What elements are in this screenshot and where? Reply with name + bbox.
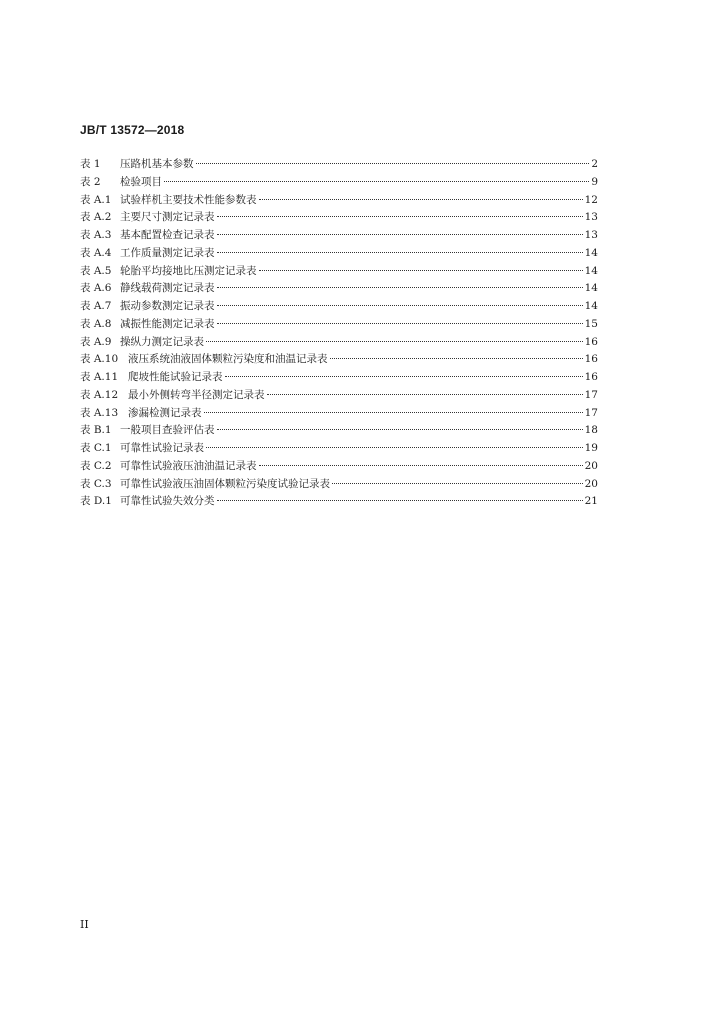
toc-entry[interactable] (80, 491, 598, 509)
toc-entry-number: 表 A.6 (80, 282, 112, 295)
toc-leader-dots (196, 151, 590, 164)
toc-entry-number: 表 A.7 (80, 300, 112, 312)
toc-leader-dots (217, 204, 583, 217)
toc-entry-title: 操纵力测定记录表 (120, 335, 204, 348)
toc-entry-title: 一般项目查验评估表 (120, 424, 215, 437)
standard-code: JB/T 13572—2018 (80, 123, 185, 137)
toc-entry-title: 试验样机主要技术性能参数表 (120, 193, 257, 206)
toc-leader-dots (259, 258, 583, 271)
toc-entry-title: 可靠性试验记录表 (120, 442, 204, 454)
toc-entry-number: 表 A.2 (80, 211, 112, 224)
toc-entry-page: 14 (584, 282, 598, 295)
toc-entry-title: 液压系统油液固体颗粒污染度和油温记录表 (128, 353, 328, 366)
toc-leader-dots (217, 222, 583, 235)
toc-leader-dots (217, 240, 583, 253)
toc-entry-page: 18 (584, 424, 598, 437)
toc-leader-dots (259, 453, 583, 466)
toc-entry-page: 20 (584, 459, 598, 472)
toc-entry-page: 19 (584, 442, 598, 454)
toc-leader-dots (332, 471, 583, 484)
toc-entry-title: 渗漏检测记录表 (128, 406, 202, 419)
toc-entry-page: 16 (584, 371, 598, 383)
toc-entry-page: 14 (584, 264, 598, 277)
toc-leader-dots (225, 364, 583, 377)
toc-entry-number: 表 1 (80, 158, 101, 170)
toc-entry-page: 12 (584, 193, 598, 206)
toc-entry-title: 可靠性试验失效分类 (120, 495, 215, 508)
toc-entry-title: 检验项目 (120, 175, 162, 188)
toc-entry-number: 表 B.1 (80, 424, 112, 437)
toc-entry-page: 20 (584, 477, 598, 490)
toc-entry-page: 16 (584, 353, 598, 366)
toc-entry-number: 表 A.11 (80, 371, 119, 383)
toc-entry-number: 表 A.10 (80, 353, 119, 366)
toc-entry-page: 2 (591, 158, 598, 170)
toc-entry-title: 工作质量测定记录表 (120, 246, 215, 259)
toc-entry-number: 表 C.3 (80, 477, 112, 490)
toc-leader-dots (259, 187, 583, 200)
toc-entry-title: 最小外侧转弯半径测定记录表 (128, 388, 265, 401)
toc-entry-number: 表 A.5 (80, 264, 112, 277)
toc-entry-number: 表 A.8 (80, 317, 112, 330)
toc-entry-page: 13 (584, 211, 598, 224)
toc-entry-title: 轮胎平均接地比压测定记录表 (120, 264, 257, 277)
toc-entry-title: 振动参数测定记录表 (120, 300, 215, 312)
toc-entry-number: 表 C.1 (80, 442, 112, 454)
toc-leader-dots (217, 275, 583, 288)
toc-leader-dots (217, 293, 583, 306)
page-number: II (80, 918, 89, 931)
toc-entry-number: 表 A.9 (80, 335, 112, 348)
toc-leader-dots (267, 382, 583, 395)
toc-entry-title: 可靠性试验液压油固体颗粒污染度试验记录表 (120, 477, 330, 490)
toc-entry-title: 减振性能测定记录表 (120, 317, 215, 330)
toc-entry-title: 基本配置检查记录表 (120, 229, 215, 241)
toc-entry-number: 表 2 (80, 175, 101, 188)
toc-entry-number: 表 C.2 (80, 459, 112, 472)
toc-entry-page: 21 (584, 495, 598, 508)
toc-entry-number: 表 D.1 (80, 495, 112, 508)
toc-entry-number: 表 A.12 (80, 388, 119, 401)
toc-entry-title: 爬坡性能试验记录表 (128, 371, 223, 383)
toc-leader-dots (206, 329, 583, 342)
toc-leader-dots (330, 346, 583, 359)
toc-entry-page: 14 (584, 246, 598, 259)
toc-entry-number: 表 A.3 (80, 229, 112, 241)
toc-entry-number: 表 A.13 (80, 406, 119, 419)
toc-entry-title: 可靠性试验液压油油温记录表 (120, 459, 257, 472)
toc-entry-title: 静线载荷测定记录表 (120, 282, 215, 295)
toc-entry-number: 表 A.1 (80, 193, 112, 206)
toc-entry-page: 17 (584, 406, 598, 419)
toc-entry-page: 14 (584, 300, 598, 312)
toc-leader-dots (217, 488, 583, 501)
toc-entry-page: 9 (591, 175, 598, 188)
toc-entry-page: 16 (584, 335, 598, 348)
toc-entry-title: 压路机基本参数 (120, 158, 194, 170)
toc-leader-dots (217, 417, 583, 430)
toc-entry-title: 主要尺寸测定记录表 (120, 211, 215, 224)
toc-entry-page: 13 (584, 229, 598, 241)
toc-entry-page: 15 (584, 317, 598, 330)
toc-leader-dots (217, 311, 583, 324)
toc-leader-dots (206, 435, 583, 448)
toc-entry-number: 表 A.4 (80, 246, 112, 259)
table-of-contents (80, 154, 598, 509)
toc-entry-page: 17 (584, 388, 598, 401)
toc-leader-dots (204, 400, 583, 413)
toc-leader-dots (164, 169, 589, 182)
